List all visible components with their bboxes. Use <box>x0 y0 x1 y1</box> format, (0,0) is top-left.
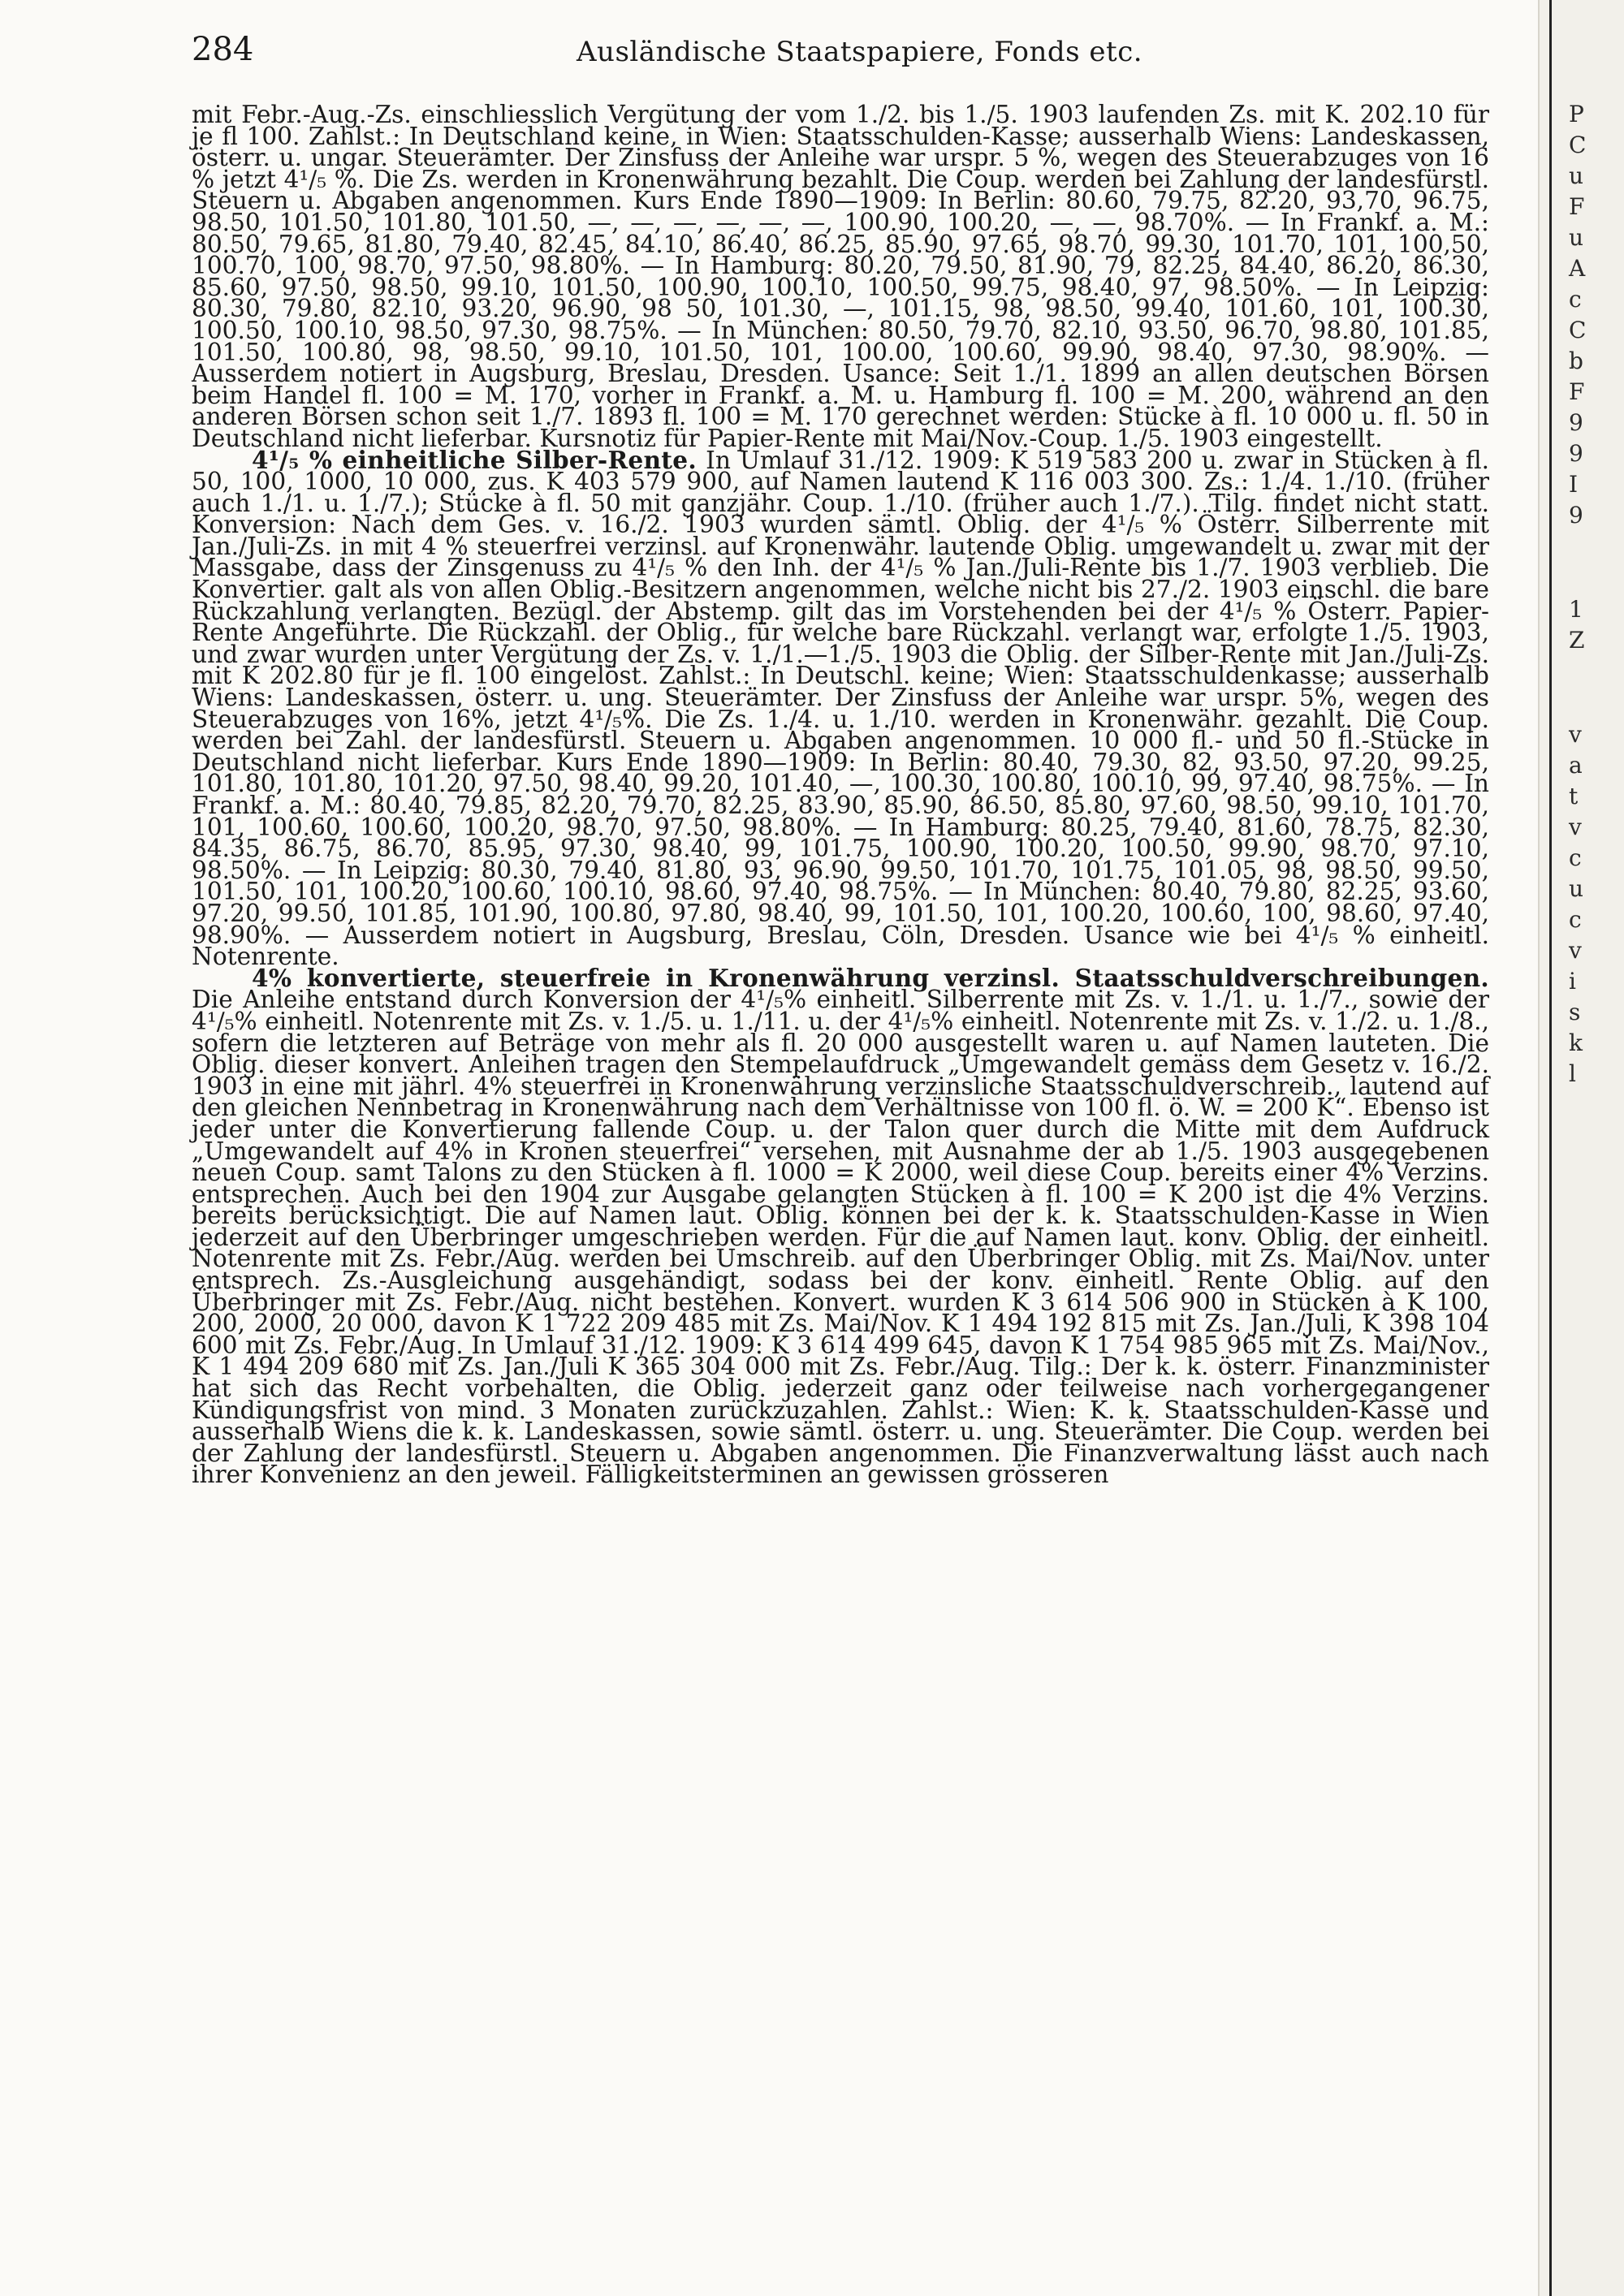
margin-letter: s <box>1569 999 1581 1025</box>
margin-letter: F <box>1569 378 1585 405</box>
margin-letter: l <box>1569 1060 1576 1087</box>
margin-gap <box>1569 656 1618 719</box>
page-fold-line <box>1549 0 1552 2296</box>
paragraph-text: In Umlauf 31./12. 1909: K 519 583 200 u. zwar in Stücken à fl. 50, 100, 1000, 10 000, zus. K 403 579 900, auf Namen lautend K 116 003 300. Zs.: 1./4. 1./10. (früher auch 1./1. u. 1./7.); Stücke à fl. 50 mit ganzjähr. Coup. 1./10. (früher auch 1./7.). Tilg. findet nicht statt. Konversion: Nach dem Ges. v. 16./2. 1903 wurden sämtl. Oblig. der 4¹/₅ % Österr. Silberrente mit Jan./Juli-Zs. in mit 4 % steuerfrei verzinsl. auf Kronenwähr. lautende Oblig. umgewandelt u. zwar mit der Massgabe, dass der Zinsgenuss zu 4¹/₅ % den Inh. der 4¹/₅ % Jan./Juli-Rente bis 1./7. 1903 verblieb. Die Konvertier. galt als von allen Oblig.-Besitzern angenommen, welche nicht bis 27./2. 1903 einschl. die bare Rückzahlung verlangten. Bezügl. der Abstemp. gilt das im Vorstehenden bei der 4¹/₅ % Österr. Papier-Rente Angeführte. Die Rückzahl. der Oblig., für welche bare Rückzahl. verlangt war, erfolgte 1./5. 1903, und zwar wurden unter Vergütung der Zs. v. 1./1.—1./5. 1903 die Oblig. der Silber-Rente mit Jan./Juli-Zs. mit K 202.80 für je fl. 100 eingelöst. Zahlst.: In Deutschl. keine; Wien: Staatsschuldenkasse; ausserhalb Wiens: Landeskassen, österr. u. ung. Steuerämter. Der Zinsfuss der Anleihe war urspr. 5%, wegen des Steuerabzuges von 16%, jetzt 4¹/₅%. Die Zs. 1./4. u. 1./10. werden in Kronenwähr. gezahlt. Die Coup. werden bei Zahl. der landesfürstl. Steuern u. Abgaben angenommen. 10 000 fl.- und 50 fl.-Stücke in Deutschland nicht lieferbar. Kurs Ende 1890—1909: In Berlin: 80.40, 79.30, 82, 93.50, 97.20, 99.25, 101.80, 101.80, 101.20, 97.50, 98.40, 99.20, 101.40, —, 100.30, 100.80, 100.10, 99, 97.40, 98.75%. — In Frankf. a. M.: 80.40, 79.85, 82.20, 79.70, 82.25, 83.90, 85.90, 86.50, 85.80, 97.60, 98.50, 99.10, 101.70, 101, 100.60, 100.60, 100.20, 98.70, 97.50, 98.80%. — In Hamburg: 80.25, 79.40, 81.60, 78.75, 82.30, 84.35, 86.75, 86.70, 85.95, 97.30, 98.40, 99, 101.75, 100.90, 100.20, 100.50, 99.90, 98.70, 97.10, 98.50%. — In Leipzig: 80.30, 79.40, 81.80, 93, 96.90, 99.50, 101.70, 101.75, 101.05, 98, 98.50, 99.50, 101.50, 101, 100.20, 100.60, 100.10, 98.60, 97.40, 98.75%. — In München: 80.40, 79.80, 82.25, 93.60, 97.20, 99.50, 101.85, 101.90, 100.80, 97.80, 98.40, 99, 101.50, 101, 100.20, 100.60, 100, 98.60, 97.40, 98.90%. — Ausserdem notiert in Augsburg, Breslau, Cöln, Dresden. Usance wie bei 4¹/₅ % einheitl. Notenrente. <box>192 446 1489 971</box>
margin-letter: c <box>1569 906 1582 933</box>
adjacent-page-edge <box>1538 0 1624 2296</box>
margin-letter: v <box>1569 721 1582 748</box>
margin-letter: c <box>1569 286 1582 313</box>
margin-gap <box>1569 531 1618 594</box>
margin-letter: b <box>1569 347 1583 374</box>
section-heading: 4% konvertierte, steuerfreie in Kronenwährung verzinsl. Staatsschuldverschreibungen. <box>252 963 1489 992</box>
page-number: 284 <box>192 31 254 68</box>
margin-letter: Z <box>1569 627 1585 654</box>
margin-letter: c <box>1569 844 1582 871</box>
page-header <box>192 31 1483 80</box>
paragraph-text: Die Anleihe entstand durch Konversion der 4¹/₅% einheitl. Silberrente mit Zs. v. 1./1. u. 1./7., sowie der 4¹/₅% einheitl. Notenrente mit Zs. v. 1./5. u. 1./11. u. der 4¹/₅% einheitl. Notenrente mit Zs. v. 1./2. u. 1./8., sofern die letzteren auf Beträge von mehr als fl. 20 000 ausgestellt waren u. auf Namen lauteten. Die Oblig. dieser konvert. Anleihen tragen den Stempelaufdruck „Umgewandelt gemäss dem Gesetz v. 16./2. 1903 in eine mit jährl. 4% steuerfrei in Kronenwährung verzinsliche Staatsschuldverschreib., lautend auf den gleichen Nennbetrag in Kronenwährung nach dem Verhältnisse von 100 fl. ö. W. = 200 K“. Ebenso ist jeder unter die Konvertierung fallende Coup. u. der Talon quer durch die Mitte mit dem Aufdruck „Umgewandelt auf 4% in Kronen steuerfrei“ versehen, mit Ausnahme der ab 1./5. 1903 ausgegebenen neuen Coup. samt Talons zu den Stücken à fl. 1000 = K 2000, weil diese Coup. bereits einer 4% Verzins. entsprechen. Auch bei den 1904 zur Ausgabe gelangten Stücken à fl. 100 = K 200 ist die 4% Verzins. bereits berücksichtigt. Die auf Namen laut. Oblig. können bei der k. k. Staatsschulden-Kasse in Wien jederzeit auf den Überbringer umgeschrieben werden. Für die auf Namen laut. konv. Oblig. der einheitl. Notenrente mit Zs. Febr./Aug. werden bei Umschreib. auf den Überbringer Oblig. mit Zs. Mai/Nov. unter entsprech. Zs.-Ausgleichung ausgehändigt, sodass bei der konv. einheitl. Rente Oblig. auf den Überbringer mit Zs. Febr./Aug. nicht bestehen. Konvert. wurden K 3 614 506 900 in Stücken à K 100, 200, 2000, 20 000, davon K 1 722 209 485 mit Zs. Mai/Nov. K 1 494 192 815 mit Zs. Jan./Juli, K 398 104 600 mit Zs. Febr./Aug. In Umlauf 31./12. 1909: K 3 614 499 645, davon K 1 754 985 965 mit Zs. Mai/Nov., K 1 494 209 680 mit Zs. Jan./Juli K 365 304 000 mit Zs. Febr./Aug. Tilg.: Der k. k. österr. Finanzminister hat sich das Recht vorbehalten, die Oblig. jederzeit ganz oder teilweise nach vorhergegangener Kündigungsfrist von mind. 3 Monaten zurückzuzahlen. Zahlst.: Wien: K. k. Staatsschulden-Kasse und ausserhalb Wiens die k. k. Landeskassen, sowie sämtl. österr. u. ung. Steuerämter. Die Coup. werden bei der Zahlung der landesfürstl. Steuern u. Abgaben angenommen. Die Finanzverwaltung lässt auch nach ihrer Konvenienz an den jeweil. Fälligkeitsterminen an gewissen grösseren <box>192 986 1489 1489</box>
body-text <box>192 101 1489 1489</box>
margin-letter: v <box>1569 937 1582 964</box>
margin-letter: v <box>1569 814 1582 840</box>
margin-letter: F <box>1569 193 1585 220</box>
margin-letter: 9 <box>1569 440 1583 467</box>
margin-letter: t <box>1569 783 1579 809</box>
margin-letter: i <box>1569 968 1576 995</box>
paragraph-continuation <box>192 101 1489 452</box>
paragraph-text: mit Febr.-Aug.-Zs. einschliesslich Vergütung der vom 1./2. bis 1./5. 1903 laufenden Zs. mit K. 202.10 für je fl 100. Zahlst.: In Deutschland keine, in Wien: Staatsschulden-Kasse; ausserhalb Wiens: Landeskassen, österr. u. ungar. Steuerämter. Der Zinsfuss der Anleihe war urspr. 5 %, wegen des Steuerabzuges von 16 % jetzt 4¹/₅ %. Die Zs. werden in Kronenwährung bezahlt. Die Coup. werden bei Zahlung der landesfürstl. Steuern u. Abgaben angenommen. Kurs Ende 1890—1909: In Berlin: 80.60, 79.75, 82.20, 93,70, 96.75, 98.50, 101.50, 101.80, 101.50, —, —, —, —, —, —, 100.90, 100.20, —, —, 98.70%. — In Frankf. a. M.: 80.50, 79.65, 81.80, 79.40, 82.45, 84.10, 86.40, 86.25, 85.90, 97.65, 98.70, 99.30, 101.70, 101, 100,50, 100.70, 100, 98.70, 97.50, 98.80%. — In Hamburg: 80.20, 79.50, 81.90, 79, 82.25, 84.40, 86.20, 86.30, 85.60, 97.50, 98.50, 99.10, 101.50, 100.90, 100.10, 100.50, 99.75, 98.40, 97, 98.50%. — In Leipzig: 80.30, 79.80, 82.10, 93.20, 96.90, 98 50, 101.30, —, 101.15, 98, 98.50, 99.40, 101.60, 101, 100.30, 100.50, 100.10, 98.50, 97.30, 98.75%. — In München: 80.50, 79.70, 82.10, 93.50, 96.70, 98.80, 101.85, 101.50, 100.80, 98, 98.50, 99.10, 101.50, 101, 100.00, 100.60, 99.90, 98.40, 97.30, 98.90%. — Ausserdem notiert in Augsburg, Breslau, Dresden. Usance: Seit 1./1. 1899 an allen deutschen Börsen beim Handel fl. 100 = M. 170, vorher in Frankf. a. M. u. Hamburg fl. 100 = M. 200, während an den anderen Börsen schon seit 1./7. 1893 fl. 100 = M. 170 gerechnet werden: Stücke à fl. 10 000 u. fl. 50 in Deutschland nicht lieferbar. Kursnotiz für Papier-Rente mit Mai/Nov.-Coup. 1./5. 1903 eingestellt. <box>192 101 1489 452</box>
paragraph-silber-rente <box>192 445 1489 971</box>
margin-letter: u <box>1569 875 1584 902</box>
margin-letter: u <box>1569 162 1584 189</box>
margin-letter: C <box>1569 132 1587 158</box>
margin-letter: a <box>1569 752 1583 779</box>
margin-letter: 9 <box>1569 502 1583 529</box>
margin-letter: k <box>1569 1029 1583 1056</box>
margin-letter: 1 <box>1569 596 1583 623</box>
margin-letter: I <box>1569 471 1579 498</box>
margin-letter: A <box>1569 255 1586 282</box>
margin-letter: C <box>1569 317 1587 343</box>
section-heading: 4¹/₅ % einheitliche Silber-Rente. <box>252 445 698 474</box>
margin-letter: P <box>1569 101 1584 127</box>
paragraph-konvertierte <box>192 963 1489 1489</box>
margin-letter: 9 <box>1569 409 1583 436</box>
margin-letter: u <box>1569 224 1584 251</box>
adjacent-page-fragments <box>1569 99 1618 1090</box>
running-title: Ausländische Staatspapiere, Fonds etc. <box>577 36 1143 68</box>
